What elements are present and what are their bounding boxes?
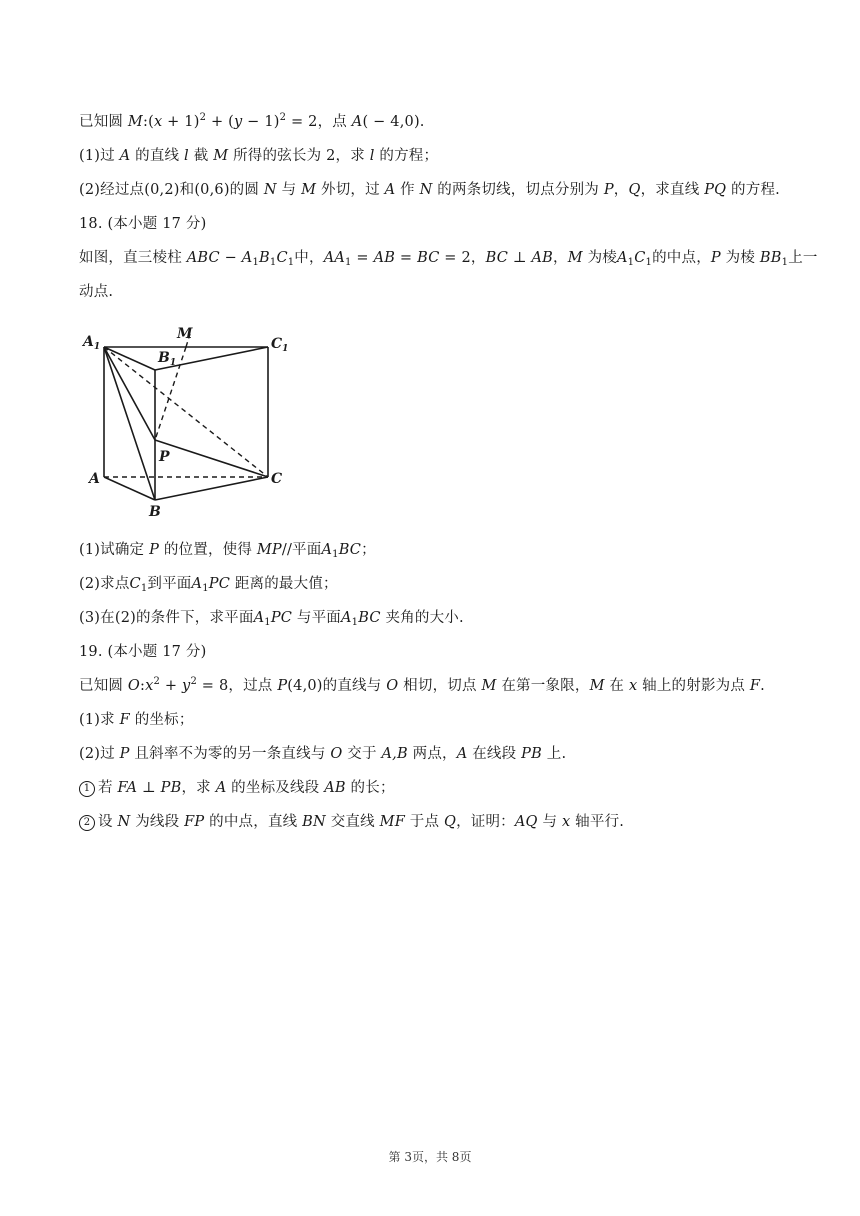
problem18-stem: 如图，直三棱柱 ABC − $A_1B_1C_1$中，$AA_1$ = AB = BC = 2，BC ⊥ AB，M 为棱$A_1C_1$的中点，P 为棱 $BB_1$上一 [79,250,818,268]
problem19-subquestion2: 2 设 N 为线段 FP 的中点，直线 BN 交直线 MF 于点 Q，证明：AQ 与 x 轴平行. [79,812,624,832]
problem18-question1: (1)试确定 P 的位置，使得 MP//平面$A_1BC$； [79,542,376,560]
label-B1: $B_1$ [158,350,177,368]
label-C1: $C_1$ [271,336,289,354]
label-C: C [271,471,283,487]
problem18-header: 18. (本小题 17 分) [79,216,207,232]
page-footer: 第 3页，共 8页 [388,1150,472,1164]
label-A1: $A_1$ [83,334,101,352]
problem17-stem: 已知圆 M:(x + $1)^2 + (y - 1)^2 = 2$，点 A( − 4,0). [79,112,425,130]
label-P: P [159,449,170,465]
problem18-stem-continued: 动点. [79,284,114,300]
circled-number-1: 1 [79,781,95,797]
circled-number-2: 2 [79,815,95,831]
label-A: A [89,471,100,487]
problem18-question2: (2)求点$C_1$到平面$A_1PC$ 距离的最大值； [79,576,338,594]
problem19-question2: (2)过 P 且斜率不为零的另一条直线与 O 交于 A,B 两点，A 在线段 PB 上. [79,746,567,762]
label-M: M [177,326,193,342]
problem18-question3: (3)在(2)的条件下，求平面$A_1PC$ 与平面$A_1BC$ 夹角的大小. [79,610,464,628]
problem17-question1: (1)过 A 的直线 l 截 M 所得的弦长为 2，求 l 的方程； [79,148,439,164]
problem19-question1: (1)求 F 的坐标； [79,712,194,728]
problem19-stem: 已知圆 $O:x^2 + y^2 = 8$，过点 P(4,0)的直线与 O 相切，切点 M 在第一象限，M 在 x 轴上的射影为点 F. [79,676,765,694]
problem19-header: 19. (本小题 17 分) [79,644,207,660]
problem17-question2: (2)经过点(0,2)和(0,6)的圆 N 与 M 外切，过 A 作 N 的两条切线，切点分别为 P，Q，求直线 PQ 的方程. [79,182,780,198]
label-B: B [149,504,161,520]
problem19-subquestion1: 1 若 FA ⊥ PB，求 A 的坐标及线段 AB 的长； [79,778,395,798]
prism-figure [80,322,300,522]
